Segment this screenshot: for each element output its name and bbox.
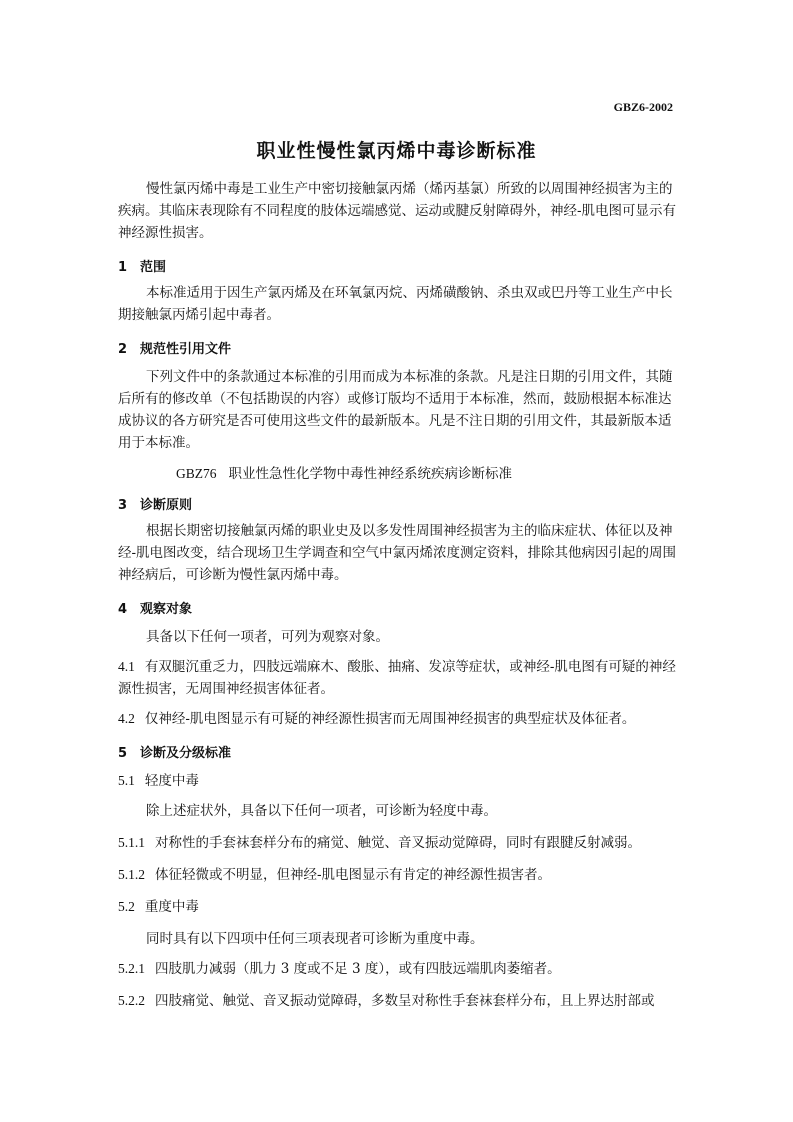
subsection-5-1 (118, 770, 678, 792)
reference-code: GBZ76 (176, 466, 217, 481)
section-2-heading (118, 338, 231, 357)
section-4-text: 具备以下任何一项者，可列为观察对象。 (146, 629, 389, 645)
clause-5-2-2 (118, 990, 678, 1012)
reference-title: 职业性急性化学物中毒性神经系统疾病诊断标准 (228, 466, 512, 482)
clause-number: 5.2.1 (118, 961, 145, 976)
section-title: 诊断原则 (140, 498, 193, 513)
subsection-title: 重度中毒 (144, 899, 199, 915)
section-title: 诊断及分级标准 (140, 746, 232, 761)
subsection-number: 5.1 (118, 773, 135, 788)
section-3-heading (118, 494, 192, 513)
clause-text: 体征轻微或不明显，但神经-肌电图显示有肯定的神经源性损害者。 (155, 867, 552, 883)
section-3-text: 根据长期密切接触氯丙烯的职业史及以多发性周围神经损害为主的临床症状、体征以及神经-肌电图改变，结合现场卫生学调查和空气中氯丙烯浓度测定资料，排除其他病因引起的周围神经病后，可诊断为慢性氯丙烯中毒。 (118, 523, 677, 583)
clause-text: 对称性的手套袜套样分布的痛觉、触觉、音叉振动觉障碍，同时有跟腱反射减弱。 (155, 835, 641, 851)
section-5-heading (118, 742, 231, 761)
clause-text: 四肢痛觉、触觉、音叉振动觉障碍，多数呈对称性手套袜套样分布，且上界达肘部或 (155, 993, 655, 1009)
clause-number: 4.2 (118, 711, 135, 726)
page-title: 职业性慢性氯丙烯中毒诊断标准 (256, 140, 537, 162)
clause-number: 5.1.1 (118, 835, 145, 850)
intro-paragraph: 慢性氯丙烯中毒是工业生产中密切接触氯丙烯（烯丙基氯）所致的以周围神经损害为主的疾病。其临床表现除有不同程度的肢体远端感觉、运动或腱反射障碍外，神经-肌电图可显示有神经源性损害。 (118, 181, 677, 241)
section-number: 2 (118, 342, 128, 357)
section-number: 3 (118, 498, 128, 513)
subsection-5-2-text: 同时具有以下四项中任何三项表现者可诊断为重度中毒。 (146, 931, 484, 947)
subsection-title: 轻度中毒 (144, 773, 199, 789)
standard-code: GBZ6-2002 (613, 100, 673, 114)
section-2-text: 下列文件中的条款通过本标准的引用而成为本标准的条款。凡是注日期的引用文件，其随后所有的修改单（不包括勘误的内容）或修订版均不适用于本标准，然而，鼓励根据本标准达成协议的各方研究是否可使用这些文件的最新版本。凡是不注日期的引用文件，其最新版本适用于本标准。 (118, 369, 673, 451)
section-title: 范围 (140, 260, 167, 275)
subsection-5-1-text: 除上述症状外，具备以下任何一项者，可诊断为轻度中毒。 (146, 803, 497, 819)
clause-number: 5.1.2 (118, 867, 145, 882)
subsection-number: 5.2 (118, 899, 135, 914)
clause-number: 5.2.2 (118, 993, 145, 1008)
section-1-heading (118, 256, 166, 275)
clause-5-1-1 (118, 832, 678, 854)
section-title: 规范性引用文件 (140, 342, 232, 357)
reference-item (176, 462, 512, 482)
clause-text: 有双腿沉重乏力，四肢远端麻木、酸胀、抽痛、发凉等症状，或神经-肌电图有可疑的神经源性损害，无周围神经损害体征者。 (118, 659, 676, 697)
clause-5-2-1 (118, 958, 678, 980)
section-number: 4 (118, 602, 128, 617)
section-1-text: 本标准适用于因生产氯丙烯及在环氧氯丙烷、丙烯磺酸钠、杀虫双或巴丹等工业生产中长期接触氯丙烯引起中毒者。 (118, 285, 673, 323)
subsection-5-2 (118, 896, 678, 918)
clause-text: 四肢肌力减弱（肌力 3 度或不足 3 度），或有四肢远端肌肉萎缩者。 (155, 961, 561, 977)
section-number: 5 (118, 746, 128, 761)
section-title: 观察对象 (140, 602, 193, 617)
clause-text: 仅神经-肌电图显示有可疑的神经源性损害而无周围神经损害的典型症状及体征者。 (144, 711, 636, 727)
clause-4-1 (118, 656, 678, 700)
clause-5-1-2 (118, 864, 678, 886)
clause-number: 4.1 (118, 659, 135, 674)
clause-4-2 (118, 708, 678, 730)
section-4-heading (118, 598, 192, 617)
section-number: 1 (118, 260, 128, 275)
